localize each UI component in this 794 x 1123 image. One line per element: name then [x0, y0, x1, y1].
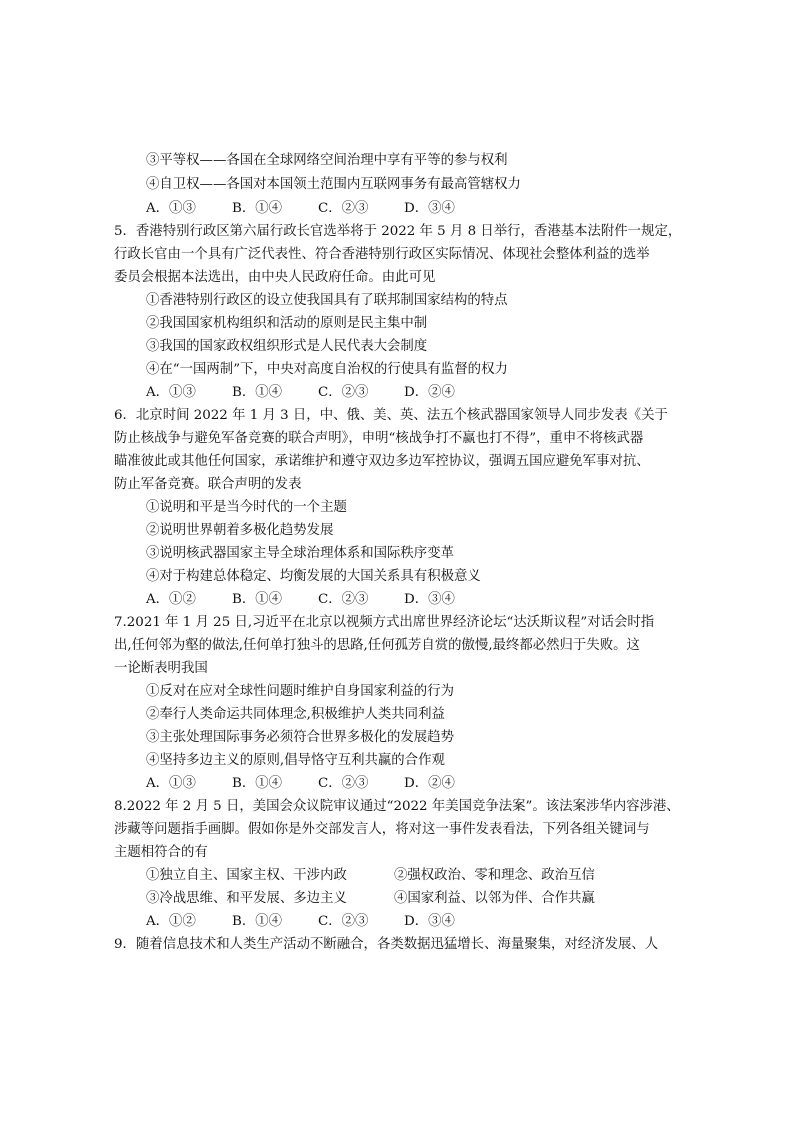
question-stem: 主题相符合的有	[114, 845, 208, 860]
option-item: ②奉行人类命运共同体理念,积极维护人类共同利益	[146, 707, 445, 722]
question-stem: 委员会根据本法选出，由中央人民政府任命。由此可见	[114, 270, 436, 285]
answer-b: B．①④	[232, 385, 283, 400]
question-stem: 7.2021 年 1 月 25 日,习近平在北京以视频方式出席世界经济论坛“达沃斯议程”对话会时指	[114, 615, 655, 630]
answer-a: A．①③	[146, 776, 196, 791]
answer-a: A．①②	[146, 914, 196, 929]
answer-b: B．①④	[232, 592, 283, 607]
answer-d: D．②④	[404, 385, 455, 400]
keyword-group: ②强权政治、零和理念、政治互信	[394, 868, 595, 883]
question-stem: 行政长官由一个具有广泛代表性、符合香港特别行政区实际情况、体现社会整体利益的选举	[114, 247, 650, 262]
answer-d: D．③④	[404, 201, 455, 216]
option-item: ①香港特别行政区的设立使我国具有了联邦制国家结构的特点	[146, 293, 508, 308]
answer-d: D．③④	[404, 914, 455, 929]
question-stem: 防止军备竞赛。联合声明的发表	[114, 477, 302, 492]
answer-d: D．③④	[404, 592, 455, 607]
answer-c: C．②③	[318, 776, 369, 791]
answer-b: B．①④	[232, 776, 283, 791]
option-item: ③平等权——各国在全球网络空间治理中享有平等的参与权利	[146, 153, 508, 168]
answer-c: C．②③	[318, 201, 369, 216]
option-item: ②我国国家机构组织和活动的原则是民主集中制	[146, 316, 428, 331]
option-item: ④自卫权——各国对本国领土范围内互联网事务有最高管辖权力	[146, 177, 521, 192]
question-stem: 6．北京时间 2022 年 1 月 3 日，中、俄、美、英、法五个核武器国家领导人同步发表《关于	[114, 408, 668, 423]
option-item: ①反对在应对全球性问题时维护自身国家利益的行为	[146, 684, 454, 699]
keyword-group: ③冷战思维、和平发展、多边主义	[146, 891, 347, 906]
question-stem: 防止核战争与避免军备竞赛的联合声明》，申明“核战争打不赢也打不得”，重申不将核武器	[114, 431, 644, 446]
option-item: ③主张处理国际事务必须符合世界多极化的发展趋势	[146, 730, 454, 745]
question-stem: 出,任何邻为壑的做法,任何单打独斗的思路,任何孤芳自赏的傲慢,最终都必然归于失败。这	[114, 638, 640, 653]
answer-a: A．①③	[146, 385, 196, 400]
option-item: ④在“一国两制”下，中央对高度自治权的行使具有监督的权力	[146, 362, 508, 377]
keyword-group: ④国家利益、以邻为伴、合作共赢	[394, 891, 595, 906]
question-stem: 8.2022 年 2 月 5 日，美国会众议院审议通过“2022 年美国竞争法案”。该法案涉华内容涉港、	[114, 799, 680, 814]
option-item: ①说明和平是当今时代的一个主题	[146, 500, 347, 515]
option-item: ③说明核武器国家主导全球治理体系和国际秩序变革	[146, 546, 454, 561]
answer-a: A．①③	[146, 201, 196, 216]
option-item: ④对于构建总体稳定、均衡发展的大国关系具有积极意义	[146, 569, 481, 584]
question-stem: 一论断表明我国	[114, 661, 208, 676]
question-stem: 5．香港特别行政区第六届行政长官选举将于 2022 年 5 月 8 日举行，香港基本法附件一规定，	[114, 224, 682, 239]
answer-d: D．②④	[404, 776, 455, 791]
answer-b: B．①④	[232, 914, 283, 929]
answer-c: C．②③	[318, 385, 369, 400]
answer-c: C．②③	[318, 592, 369, 607]
option-item: ④坚持多边主义的原则,倡导恪守互利共赢的合作观	[146, 753, 445, 768]
answer-a: A．①②	[146, 592, 196, 607]
answer-b: B．①④	[232, 201, 283, 216]
option-item: ②说明世界朝着多极化趋势发展	[146, 523, 334, 538]
answer-c: C．②③	[318, 914, 369, 929]
keyword-group: ①独立自主、国家主权、干涉内政	[146, 868, 347, 883]
question-stem: 瞄准彼此或其他任何国家，承诺维护和遵守双边多边军控协议，强调五国应避免军事对抗、	[114, 454, 650, 469]
question-stem: 涉藏等问题指手画脚。假如你是外交部发言人，将对这一事件发表看法，下列各组关键词与	[114, 822, 650, 837]
question-stem: 9．随着信息技术和人类生产活动不断融合，各类数据迅猛增长、海量聚集，对经济发展、人	[114, 937, 659, 952]
option-item: ③我国的国家政权组织形式是人民代表大会制度	[146, 339, 428, 354]
